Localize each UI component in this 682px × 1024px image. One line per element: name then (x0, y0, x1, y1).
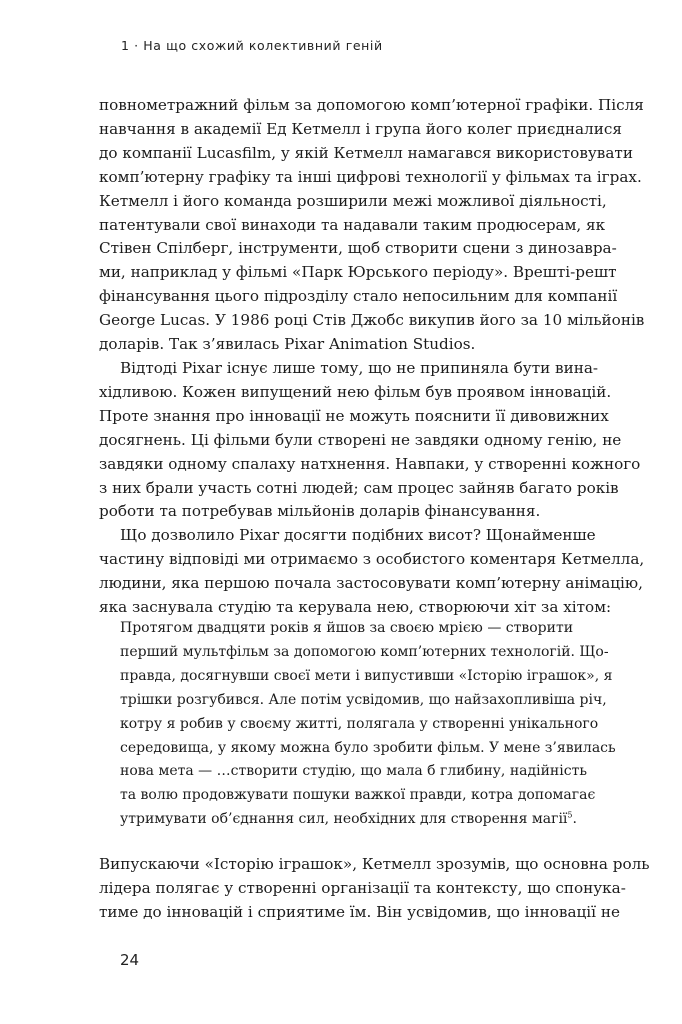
page-number: 24 (120, 951, 140, 969)
footnote-reference[interactable]: 5 (567, 810, 573, 820)
paragraph-1 (99, 94, 645, 357)
text-line: George Lucas. У 1986 році Стів Джобс викупив його за 10 мільйонів (99, 311, 645, 330)
text-line: Стівен Спілберг, інструменти, щоб створити сцени з динозавра- (99, 239, 617, 258)
quote-line: трішки розгубився. Але потім усвідомив, що найзахопливіша річ, (120, 691, 607, 708)
paragraph-2 (99, 357, 641, 524)
quote-line: та волю продовжувати пошуки важкої правди, котра допомагає (120, 787, 596, 804)
text-line: комп’ютерну графіку та інші цифрові технології у фільмах та іграх. (99, 167, 642, 186)
text-line: Випускаючи «Історію іграшок», Кетмелл зрозумів, що основна роль (99, 855, 650, 873)
text-line: ми, наприклад у фільмі «Парк Юрського періоду». Врешті-решт (99, 263, 617, 282)
quote-line: котру я робив у своєму житті, полягала у створенні унікального (120, 715, 599, 732)
text-line: Відтоді Pixar існує лише тому, що не припиняла бути вина- (120, 358, 599, 377)
text-line: лідера полягає у створенні організації та контексту, що спонука- (99, 878, 626, 897)
text-line: хідливою. Кожен випущений нею фільм був проявом інновацій. (99, 382, 612, 401)
text-line: фінансування цього підрозділу стало непосильним для компанії (99, 287, 618, 306)
text-line: патентували свої винаходи та надавали таким продюсерам, як (99, 215, 606, 234)
quote-line: Протягом двадцяти років я йшов за своєю мрією — створити (120, 620, 574, 636)
paragraph-after-quote (99, 853, 650, 925)
quote-line: перший мультфільм за допомогою комп’ютерних технологій. Що- (120, 643, 609, 660)
text-line: досягнень. Ці фільми були створені не завдяки одному генію, не (99, 430, 622, 449)
text-line: доларів. Так з’явилась Pixar Animation Studios. (99, 335, 476, 354)
block-quote (120, 617, 616, 832)
quote-line (120, 808, 577, 832)
quote-end-punct: . (572, 811, 577, 828)
text-line: частину відповіді ми отримаємо з особистого коментаря Кетмелла, (99, 550, 645, 569)
text-line: завдяки одному спалаху натхнення. Навпаки, у створенні кожного (99, 454, 641, 473)
text-line: тиме до інновацій і сприятиме їм. Він усвідомив, що інновації не (99, 902, 620, 921)
quote-line: нова мета — …створити студію, що мала б глибину, надійність (120, 763, 587, 780)
text-line: Проте знання про інновації не можуть пояснити її дивовижних (99, 406, 609, 425)
quote-last-text: утримувати об’єднання сил, необхідних для створення магії (120, 811, 568, 828)
text-line: до компанії Lucasfilm, у якій Кетмелл намагався використовувати (99, 143, 633, 162)
text-line: людини, яка першою почала застосовувати комп’ютерну анімацію, (99, 574, 643, 593)
quote-line: середовища, у якому можна було зробити фільм. У мене з’явилась (120, 739, 616, 756)
text-line: повнометражний фільм за допомогою комп’ютерної графіки. Після (99, 96, 644, 114)
paragraph-3 (99, 524, 645, 620)
text-line: навчання в академії Ед Кетмелл і група його колег приєдналися (99, 119, 622, 138)
quote-line: правда, досягнувши своєї мети і випустивши «Історію іграшок», я (120, 667, 613, 684)
text-line: Кетмелл і його команда розширили межі можливої діяльності, (99, 191, 607, 210)
text-line: роботи та потребував мільйонів доларів фінансування. (99, 502, 541, 521)
text-line: Що дозволило Pixar досягти подібних висот? Щонайменше (120, 526, 596, 545)
text-line: з них брали участь сотні людей; сам процес зайняв багато років (99, 478, 619, 497)
text-line: яка заснувала студію та керувала нею, створюючи хіт за хітом: (99, 598, 612, 617)
body-text (99, 94, 645, 620)
running-head: 1 · На що схожий колективний геній (121, 38, 383, 53)
